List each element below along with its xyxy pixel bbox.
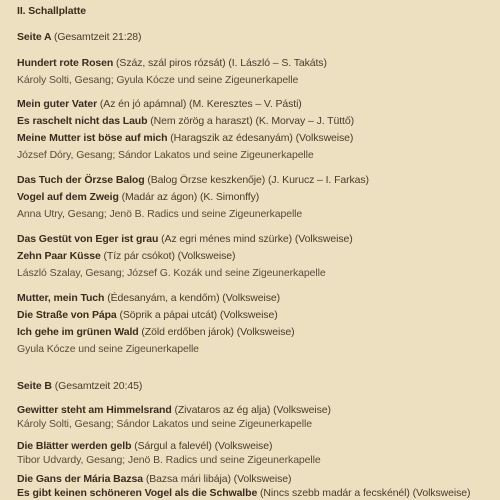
track-line: [17, 98, 302, 110]
side-a-total-time: (Gesamtzeit 21:28): [53, 31, 142, 43]
track-details: (Nem zörög a haraszt) (K. Morvay – J. Tüttő): [147, 115, 354, 127]
track-line: [17, 115, 354, 127]
track-title: Ich gehe im grünen Wald: [17, 326, 139, 338]
track-line: [17, 440, 272, 452]
track-details: (Tíz pár csókot) (Volksweise): [100, 250, 236, 262]
track-line: [17, 326, 295, 338]
track-details: (Száz, szál piros rózsát) (I. László – S. Takáts): [113, 57, 327, 69]
track-details: (Bazsa mári libája) (Volksweise): [143, 473, 292, 485]
track-details: (Haragszik az édesanyám) (Volksweise): [167, 132, 354, 144]
track-line: [17, 404, 331, 416]
performer-credit: József Dóry, Gesang; Sándor Lakatos und seine Zigeunerkapelle: [17, 149, 314, 161]
track-details: (Madár az ágon) (K. Simonffy): [118, 191, 260, 203]
track-title: Die Straße von Pápa: [17, 309, 117, 321]
track-details: (Nincs szebb madár a fecskénél) (Volksweise): [257, 487, 471, 499]
track-details: (Balog Örzse keszkenője) (J. Kurucz – I. Farkas): [144, 174, 369, 186]
track-title: Das Tuch der Örzse Balog: [17, 174, 145, 186]
side-a-header: [17, 31, 141, 43]
track-title: Mutter, mein Tuch: [17, 292, 105, 304]
performer-credit: Anna Utry, Gesang; Jenö B. Radics und seine Zigeunerkapelle: [17, 208, 303, 220]
track-title: Es raschelt nicht das Laub: [17, 115, 148, 127]
side-b-header: [17, 380, 142, 392]
side-b-total-time: (Gesamtzeit 20:45): [54, 380, 143, 392]
track-title: Meine Mutter ist böse auf mich: [17, 132, 168, 144]
track-line: [17, 250, 235, 262]
track-line: [17, 292, 280, 304]
track-details: (Zivataros az ég alja) (Volksweise): [171, 404, 331, 416]
record-heading: II. Schallplatte: [17, 5, 87, 17]
track-title: Vogel auf dem Zweig: [17, 191, 119, 203]
track-line: [17, 309, 278, 321]
performer-credit: László Szalay, Gesang; József G. Kozák und seine Zigeunerkapelle: [17, 267, 326, 279]
side-a-label: Seite A: [17, 31, 52, 43]
performer-credit: Károly Solti, Gesang; Sándor Lakatos und seine Zigeunerkapelle: [17, 418, 312, 430]
track-line: [17, 132, 353, 144]
track-line: [17, 233, 353, 245]
track-details: (Sárgul a falevél) (Volksweise): [131, 440, 273, 452]
track-details: (Söprik a pápai utcát) (Volksweise): [116, 309, 278, 321]
track-line: [17, 174, 369, 186]
track-title: Hundert rote Rosen: [17, 57, 114, 69]
track-details: (Az én jó apámnal) (M. Keresztes – V. Pásti): [97, 98, 302, 110]
track-line: [17, 473, 291, 485]
side-b-label: Seite B: [17, 380, 52, 392]
track-line: [17, 487, 470, 499]
track-title: Gewitter steht am Himmelsrand: [17, 404, 172, 416]
track-line: [17, 57, 327, 69]
performer-credit: Tibor Udvardy, Gesang; Jenö B. Radics und seine Zigeunerkapelle: [17, 454, 321, 466]
track-title: Die Gans der Mária Bazsa: [17, 473, 143, 485]
track-details: (Zöld erdőben járok) (Volksweise): [138, 326, 295, 338]
track-details: (Édesanyám, a kendőm) (Volksweise): [104, 292, 281, 304]
performer-credit: Gyula Kócze und seine Zigeunerkapelle: [17, 343, 199, 355]
track-details: (Az egri ménes mind szürke) (Volksweise): [158, 233, 353, 245]
track-line: [17, 191, 259, 203]
track-title: Die Blätter werden gelb: [17, 440, 132, 452]
track-title: Es gibt keinen schöneren Vogel als die Schwalbe: [17, 487, 258, 499]
track-title: Mein guter Vater: [17, 98, 98, 110]
track-title: Das Gestüt von Eger ist grau: [17, 233, 159, 245]
performer-credit: Károly Solti, Gesang; Gyula Kócze und seine Zigeunerkapelle: [17, 74, 299, 86]
track-title: Zehn Paar Küsse: [17, 250, 101, 262]
